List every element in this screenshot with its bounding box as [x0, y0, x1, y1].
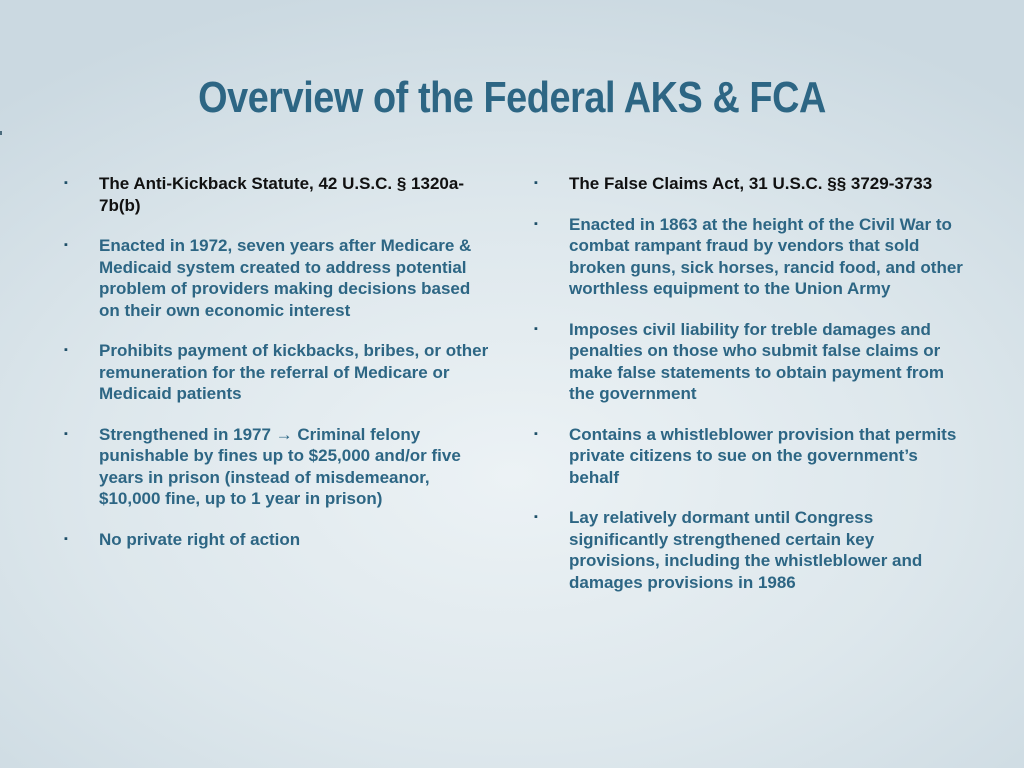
square-bullet-icon: ▪	[64, 239, 68, 251]
bullet-text: Prohibits payment of kickbacks, bribes, or other remuneration for the referral of Medicare or Medicaid patients	[99, 341, 489, 403]
bullet-item-aks-strengthened	[59, 424, 489, 510]
slide-title: Overview of the Federal AKS & FCA	[198, 73, 826, 122]
right-bullet-list	[529, 173, 964, 612]
bullet-item-aks-prohibits	[59, 340, 489, 405]
bullet-text: Lay relatively dormant until Congress significantly strengthened certain key provisions, including the whistleblower and damages provisions in 1986	[569, 508, 923, 592]
bullet-text: Enacted in 1863 at the height of the Civil War to combat rampant fraud by vendors that sold broken guns, sick horses, rancid food, and other worthless equipment to the Union Army	[569, 214, 963, 298]
square-bullet-icon: ▪	[64, 427, 68, 440]
bullet-text: The Anti-Kickback Statute, 42 U.S.C. § 1320a-7b(b)	[99, 174, 464, 215]
bullet-item-aks-no-private-right	[59, 529, 489, 551]
left-bullet-list	[59, 173, 489, 569]
bullet-text: No private right of action	[99, 529, 301, 549]
bullet-item-fca-heading	[529, 173, 964, 195]
square-bullet-icon: ▪	[534, 511, 538, 523]
bullet-item-aks-enacted	[59, 235, 489, 321]
bullet-text: Enacted in 1972, seven years after Medicare & Medicaid system created to address potential problem of providers making decisions based on their own economic interest	[99, 236, 472, 320]
bullet-item-fca-whistleblower	[529, 424, 964, 489]
bullet-text: Imposes civil liability for treble damages and penalties on those who submit false claims or make false statements to obtain payment from the government	[569, 319, 945, 403]
square-bullet-icon: ▪	[64, 532, 68, 545]
square-bullet-icon: ▪	[64, 344, 68, 356]
bullet-item-fca-liability	[529, 319, 964, 405]
square-bullet-icon: ▪	[534, 322, 538, 335]
bullet-text: Contains a whistleblower provision that permits private citizens to sue on the government’s behalf	[569, 424, 957, 487]
bullet-item-fca-dormant	[529, 507, 964, 593]
bullet-text: Strengthened in 1977 → Criminal felony punishable by fines up to $25,000 and/or five years in prison (instead of misdemeanor, $10,000 fine, up to 1 year in prison)	[99, 424, 461, 508]
bullet-item-aks-heading	[59, 173, 489, 216]
bullet-item-fca-enacted	[529, 214, 964, 300]
square-bullet-icon: ▪	[534, 217, 538, 230]
edge-mark	[0, 131, 2, 135]
square-bullet-icon: ▪	[534, 177, 538, 189]
square-bullet-icon: ▪	[64, 177, 68, 189]
bullet-text: The False Claims Act, 31 U.S.C. §§ 3729-3733	[569, 174, 933, 193]
square-bullet-icon: ▪	[534, 427, 538, 440]
